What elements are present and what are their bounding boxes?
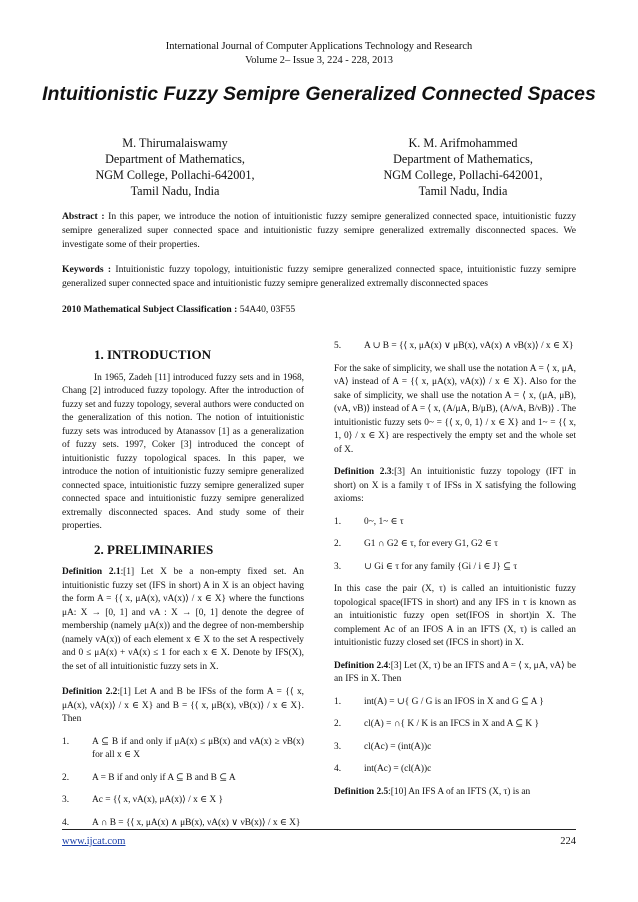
notation-paragraph: For the sake of simplicity, we shall use the notation A = ⟨ x, μA, νA⟩ instead of A = {⟨ x, μA(x), νA(x)⟩ / x ∈ X}. Also for the sake of simplicity, we shall use the notation A = ⟨ x, (μA, μB), (νA, νB)⟩ instead of A = ⟨ x, (A/μA, B/μB), (A/νA, B/νB)⟩ . The intuitionistic fuzzy sets 0~ = {⟨ x, 0, 1⟩ / x ∈ X} and 1~ = {⟨ x, 1, 0⟩ / x ∈ X} are respectively the empty set and the whole set of X. bbox=[334, 363, 576, 455]
list-number: 2. bbox=[334, 539, 342, 549]
definition-text: :[3] An intuitionistic fuzzy topology (IFT in short) on X is a family τ of IFSs in X satisfying the following axioms: bbox=[334, 467, 576, 504]
list-text: ∪ Gi ∈ τ for any family {Gi / i ∈ J} ⊆ τ bbox=[364, 561, 518, 572]
list-number: 5. bbox=[334, 341, 342, 351]
definition-text: :[3] Let (X, τ) be an IFTS and A = ⟨ x, μA, νA⟩ be an IFS in X. Then bbox=[334, 660, 577, 684]
list-item bbox=[334, 340, 576, 354]
author-place: Tamil Nadu, India bbox=[130, 184, 220, 198]
list-text: int(Ac) = (cl(A))c bbox=[364, 764, 432, 774]
list-item bbox=[62, 817, 304, 831]
definition-2-2 bbox=[62, 686, 304, 727]
list-item bbox=[334, 718, 576, 732]
list-item bbox=[334, 763, 576, 777]
msc-text: 54A40, 03F55 bbox=[239, 304, 296, 315]
list-item bbox=[334, 538, 576, 552]
list-number: 1. bbox=[334, 696, 342, 707]
author-college: NGM College, Pollachi-642001, bbox=[383, 168, 543, 182]
list-number: 3. bbox=[334, 741, 342, 752]
list-number: 4. bbox=[334, 764, 342, 774]
list-number: 2. bbox=[62, 772, 70, 783]
author-dept: Department of Mathematics, bbox=[393, 152, 533, 166]
intro-paragraph: In 1965, Zadeh [11] introduced fuzzy sets and in 1968, Chang [2] introduced fuzzy topology. After the introduction of fuzzy set and fuzzy topology, several authors were conducted on the generalization of this notion. The notion of intuitionistic fuzzy sets was introduced by Atanassov [1] as a generalization of fuzzy sets. 1997, Coker [3] introduced the concept of intuitionistic fuzzy topological spaces. In this paper, we introduce the notion of intuitionistic fuzzy semipre generalized connected space, intuitionistic fuzzy semipre generalized super connected space and intuitionistic fuzzy semipre generalized extremally disconnected spaces. And study some of their properties. bbox=[62, 372, 305, 531]
keywords bbox=[62, 263, 576, 291]
list-text: G1 ∩ G2 ∈ τ, for every G1, G2 ∈ τ bbox=[364, 539, 498, 549]
author-place: Tamil Nadu, India bbox=[418, 184, 508, 198]
list-item bbox=[62, 736, 304, 763]
list-text: A ⊆ B if and only if μA(x) ≤ μB(x) and νA(x) ≥ νB(x) for all x ∈ X bbox=[92, 736, 304, 760]
msc bbox=[62, 303, 576, 317]
left-column bbox=[62, 340, 304, 839]
list-item bbox=[62, 772, 304, 786]
abstract-sep: : bbox=[101, 211, 105, 222]
definition-text: :[10] An IFS A of an IFTS (X, τ) is an bbox=[388, 786, 531, 797]
section-heading-introduction: 1. INTRODUCTION bbox=[94, 347, 212, 362]
ifts-paragraph: In this case the pair (X, τ) is called an intuitionistic fuzzy topological space(IFTS in short) and any IFS in τ is known as an intuitionistic fuzzy open set(IFOS in short)in X. The complement Ac of an IFOS A in an IFTS (X, τ) is called an intuitionistic fuzzy closed set (IFCS in short) in X. bbox=[334, 584, 576, 648]
list-item bbox=[334, 696, 576, 710]
definition-2-1 bbox=[62, 566, 304, 674]
page-number: 224 bbox=[560, 836, 576, 847]
definition-text: :[1] Let A and B be IFSs of the form A = {⟨ x, μA(x), νA(x)⟩ / x ∈ X} and B = {⟨ x, μB(x), νB(x)⟩ / x ∈ X}. Then bbox=[62, 687, 305, 724]
author-name: K. M. Arifmohammed bbox=[408, 136, 518, 150]
author-block-2 bbox=[348, 135, 578, 199]
journal-url-link[interactable]: www.ijcat.com bbox=[62, 836, 126, 847]
definition-label: Definition 2.4 bbox=[334, 660, 389, 671]
journal-header bbox=[0, 40, 638, 68]
keywords-sep: : bbox=[107, 264, 112, 275]
list-number: 1. bbox=[62, 736, 70, 747]
paper-title: Intuitionistic Fuzzy Semipre Generalized Connected Spaces bbox=[42, 83, 596, 105]
journal-volume: Volume 2– Issue 3, 224 - 228, 2013 bbox=[245, 55, 393, 66]
list-text: A ∩ B = {⟨ x, μA(x) ∧ μB(x), νA(x) ∨ νB(x)⟩ / x ∈ X} bbox=[92, 817, 301, 828]
author-name: M. Thirumalaiswamy bbox=[122, 136, 228, 150]
keywords-label: Keywords bbox=[62, 264, 104, 275]
list-number: 3. bbox=[62, 795, 70, 805]
list-text: A = B if and only if A ⊆ B and B ⊆ A bbox=[92, 772, 236, 783]
definition-label: Definition 2.1 bbox=[62, 567, 121, 577]
definition-label: Definition 2.3 bbox=[334, 467, 392, 477]
author-college: NGM College, Pollachi-642001, bbox=[95, 168, 255, 182]
list-text: 0~, 1~ ∈ τ bbox=[364, 516, 404, 527]
right-column bbox=[334, 340, 576, 808]
abstract bbox=[62, 210, 576, 253]
author-block-1 bbox=[60, 135, 290, 199]
definition-2-4 bbox=[334, 660, 576, 687]
list-number: 4. bbox=[62, 817, 70, 828]
list-number: 1. bbox=[334, 516, 342, 527]
list-text: int(A) = ∪{ G / G is an IFOS in X and G ⊆ A } bbox=[364, 696, 544, 707]
abstract-text: In this paper, we introduce the notion of intuitionistic fuzzy semipre generalized connected space, intuitionistic fuzzy semipre generalized super connected space and intuitionistic fuzzy semipre generalized extremally disconnected spaces. We investigate some of their properties. bbox=[62, 211, 576, 251]
list-item bbox=[334, 741, 576, 755]
msc-label: 2010 Mathematical Subject Classification bbox=[62, 304, 232, 315]
list-text: Ac = {⟨ x, νA(x), μA(x)⟩ / x ∈ X } bbox=[92, 795, 224, 805]
msc-sep: : bbox=[234, 304, 238, 315]
list-text: A ∪ B = {⟨ x, μA(x) ∨ μB(x), νA(x) ∧ νB(x)⟩ / x ∈ X} bbox=[364, 341, 574, 351]
definition-text: :[1] Let X be a non-empty fixed set. An intuitionistic fuzzy set (IFS in short) A in X is an object having the form A = {⟨ x, μA(x), νA(x)⟩ / x ∈ X} where the functions μA: X → [0, 1] and νA : X → [0, 1] denote the degree of membership (namely μA(x)) and the degree of non-membership (namely νA(x)) of each element x ∈ X to the set A respectively and 0 ≤ μA(x) + νA(x) ≤ 1 for each x ∈ X. Denote by IFS(X), the set of all intuitionistic fuzzy sets in X. bbox=[62, 567, 304, 672]
abstract-label: Abstract bbox=[62, 211, 98, 222]
definition-2-3 bbox=[334, 466, 576, 507]
list-item bbox=[334, 561, 576, 575]
keywords-text: Intuitionistic fuzzy topology, intuitionistic fuzzy semipre generalized connected space, intuitionistic fuzzy semipre generalized super connected space and intuitionistic fuzzy semipre generalized extremally disconnected spaces bbox=[62, 264, 576, 290]
footer-divider bbox=[62, 829, 576, 830]
list-text: cl(A) = ∩{ K / K is an IFCS in X and A ⊆ K } bbox=[364, 719, 540, 729]
journal-name: International Journal of Computer Applications Technology and Research bbox=[165, 41, 473, 52]
list-item bbox=[334, 516, 576, 530]
list-number: 3. bbox=[334, 561, 342, 572]
list-text: cl(Ac) = (int(A))c bbox=[364, 741, 432, 752]
section-heading-preliminaries: 2. PRELIMINARIES bbox=[94, 541, 214, 557]
definition-2-5 bbox=[334, 786, 576, 800]
list-number: 2. bbox=[334, 719, 342, 729]
author-dept: Department of Mathematics, bbox=[105, 152, 245, 166]
definition-label: Definition 2.2 bbox=[62, 687, 118, 697]
definition-label: Definition 2.5 bbox=[334, 786, 389, 797]
list-item bbox=[62, 794, 304, 808]
